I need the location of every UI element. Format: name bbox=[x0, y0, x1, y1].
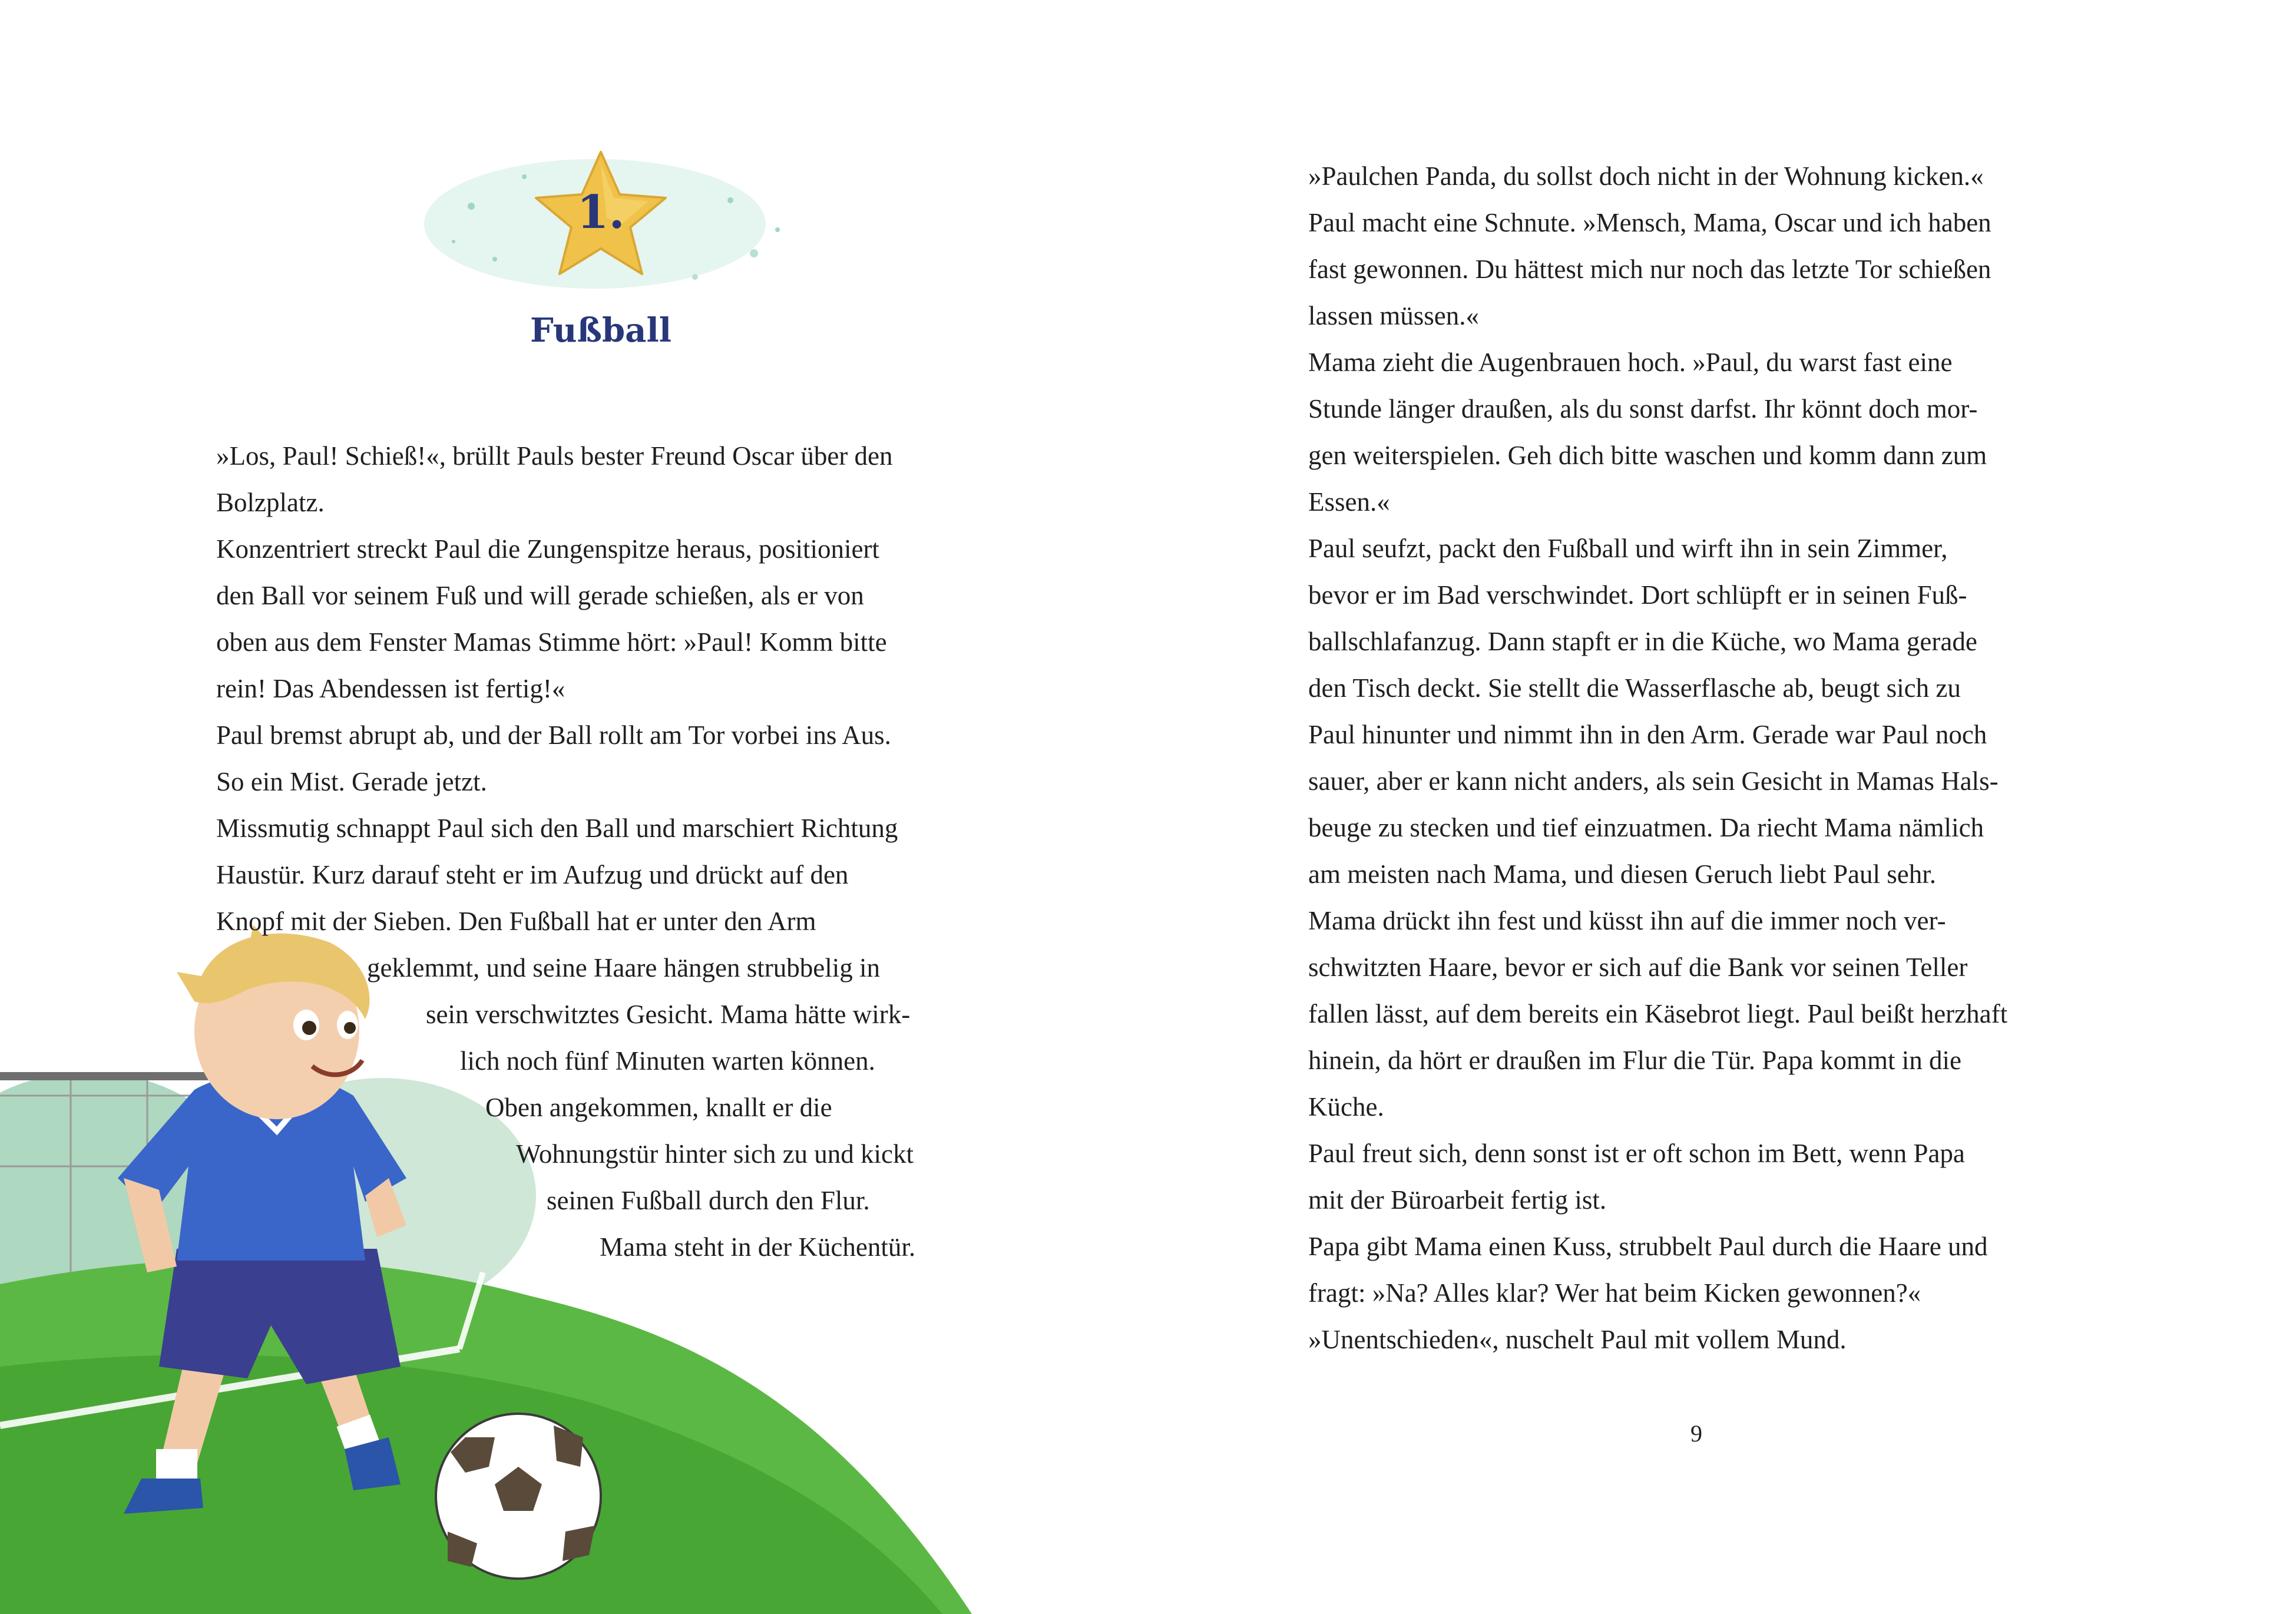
text-line: »Los, Paul! Schieß!«, brüllt Pauls bester Freund Oscar über den bbox=[216, 441, 893, 471]
text-line: Missmutig schnappt Paul sich den Ball und marschiert Richtung bbox=[216, 813, 898, 843]
text-line: hinein, da hört er draußen im Flur die Tür. Papa kommt in die bbox=[1308, 1046, 1961, 1075]
right-page-text bbox=[1308, 153, 2007, 1363]
text-line: Paul macht eine Schnute. »Mensch, Mama, Oscar und ich haben bbox=[1308, 208, 1991, 237]
text-line: Essen.« bbox=[1308, 487, 1390, 517]
text-line: den Tisch deckt. Sie stellt die Wasserflasche ab, beugt sich zu bbox=[1308, 673, 1961, 703]
text-line: am meisten nach Mama, und diesen Geruch liebt Paul sehr. bbox=[1308, 859, 1936, 889]
text-line: sein verschwitztes Gesicht. Mama hätte wirk- bbox=[426, 1000, 911, 1029]
text-line: Mama steht in der Küchentür. bbox=[600, 1232, 916, 1262]
text-line: Küche. bbox=[1308, 1092, 1384, 1122]
text-line: Haustür. Kurz darauf steht er im Aufzug und drückt auf den bbox=[216, 860, 849, 889]
chapter-number: 1. bbox=[577, 186, 625, 239]
text-line: rein! Das Abendessen ist fertig!« bbox=[216, 674, 565, 703]
text-line: Oben angekommen, knallt er die bbox=[485, 1093, 832, 1122]
text-line: Konzentriert streckt Paul die Zungenspitze heraus, positioniert bbox=[216, 534, 879, 564]
text-line: Mama drückt ihn fest und küsst ihn auf die immer noch ver- bbox=[1308, 906, 1946, 935]
text-line: geklemmt, und seine Haare hängen strubbelig in bbox=[367, 953, 880, 983]
text-line: Knopf mit der Sieben. Den Fußball hat er unter den Arm bbox=[216, 907, 816, 936]
text-line: So ein Mist. Gerade jetzt. bbox=[216, 767, 487, 796]
right-page bbox=[1148, 0, 2296, 1614]
text-line: Mama zieht die Augenbrauen hoch. »Paul, du warst fast eine bbox=[1308, 348, 1953, 377]
text-line: gen weiterspielen. Geh dich bitte waschen und komm dann zum bbox=[1308, 441, 1987, 470]
chapter-title: Fußball bbox=[530, 311, 672, 350]
text-line: bevor er im Bad verschwindet. Dort schlüpft er in seinen Fuß- bbox=[1308, 580, 1967, 610]
text-line: Paul bremst abrupt ab, und der Ball rollt am Tor vorbei ins Aus. bbox=[216, 720, 891, 750]
text-line: ballschlafanzug. Dann stapft er in die Küche, wo Mama gerade bbox=[1308, 627, 1977, 656]
text-line: Paul freut sich, denn sonst ist er oft schon im Bett, wenn Papa bbox=[1308, 1139, 1965, 1168]
text-line: den Ball vor seinem Fuß und will gerade schießen, als er von bbox=[216, 581, 864, 610]
text-line: fragt: »Na? Alles klar? Wer hat beim Kicken gewonnen?« bbox=[1308, 1278, 1921, 1308]
text-line: seinen Fußball durch den Flur. bbox=[547, 1186, 870, 1215]
text-line: Papa gibt Mama einen Kuss, strubbelt Paul durch die Haare und bbox=[1308, 1232, 1988, 1261]
text-line: Bolzplatz. bbox=[216, 488, 325, 517]
text-line: lich noch fünf Minuten warten können. bbox=[460, 1046, 875, 1076]
text-line: lassen müssen.« bbox=[1308, 301, 1479, 330]
text-line: mit der Büroarbeit fertig ist. bbox=[1308, 1185, 1607, 1215]
text-line: beuge zu stecken und tief einzuatmen. Da riecht Mama nämlich bbox=[1308, 813, 1984, 842]
text-line: »Unentschieden«, nuschelt Paul mit vollem Mund. bbox=[1308, 1325, 1847, 1354]
text-line: Paul seufzt, packt den Fußball und wirft ihn in sein Zimmer, bbox=[1308, 534, 1948, 563]
text-line: Wohnungstür hinter sich zu und kickt bbox=[516, 1139, 914, 1169]
text-line: »Paulchen Panda, du sollst doch nicht in der Wohnung kicken.« bbox=[1308, 161, 1984, 191]
text-line: fallen lässt, auf dem bereits ein Käsebrot liegt. Paul beißt herzhaft bbox=[1308, 999, 2008, 1028]
text-line: Stunde länger draußen, als du sonst darfst. Ihr könnt doch mor- bbox=[1308, 394, 1978, 424]
text-line: oben aus dem Fenster Mamas Stimme hört: »Paul! Komm bitte bbox=[216, 627, 887, 657]
text-line: schwitzten Haare, bevor er sich auf die Bank vor seinen Teller bbox=[1308, 952, 1968, 982]
text-line: sauer, aber er kann nicht anders, als sein Gesicht in Mamas Hals- bbox=[1308, 766, 1999, 796]
text-line: fast gewonnen. Du hättest mich nur noch das letzte Tor schießen bbox=[1308, 254, 1991, 284]
left-page-text bbox=[216, 433, 915, 1271]
page-number: 9 bbox=[1690, 1420, 1702, 1447]
text-line: Paul hinunter und nimmt ihn in den Arm. Gerade war Paul noch bbox=[1308, 720, 1987, 749]
